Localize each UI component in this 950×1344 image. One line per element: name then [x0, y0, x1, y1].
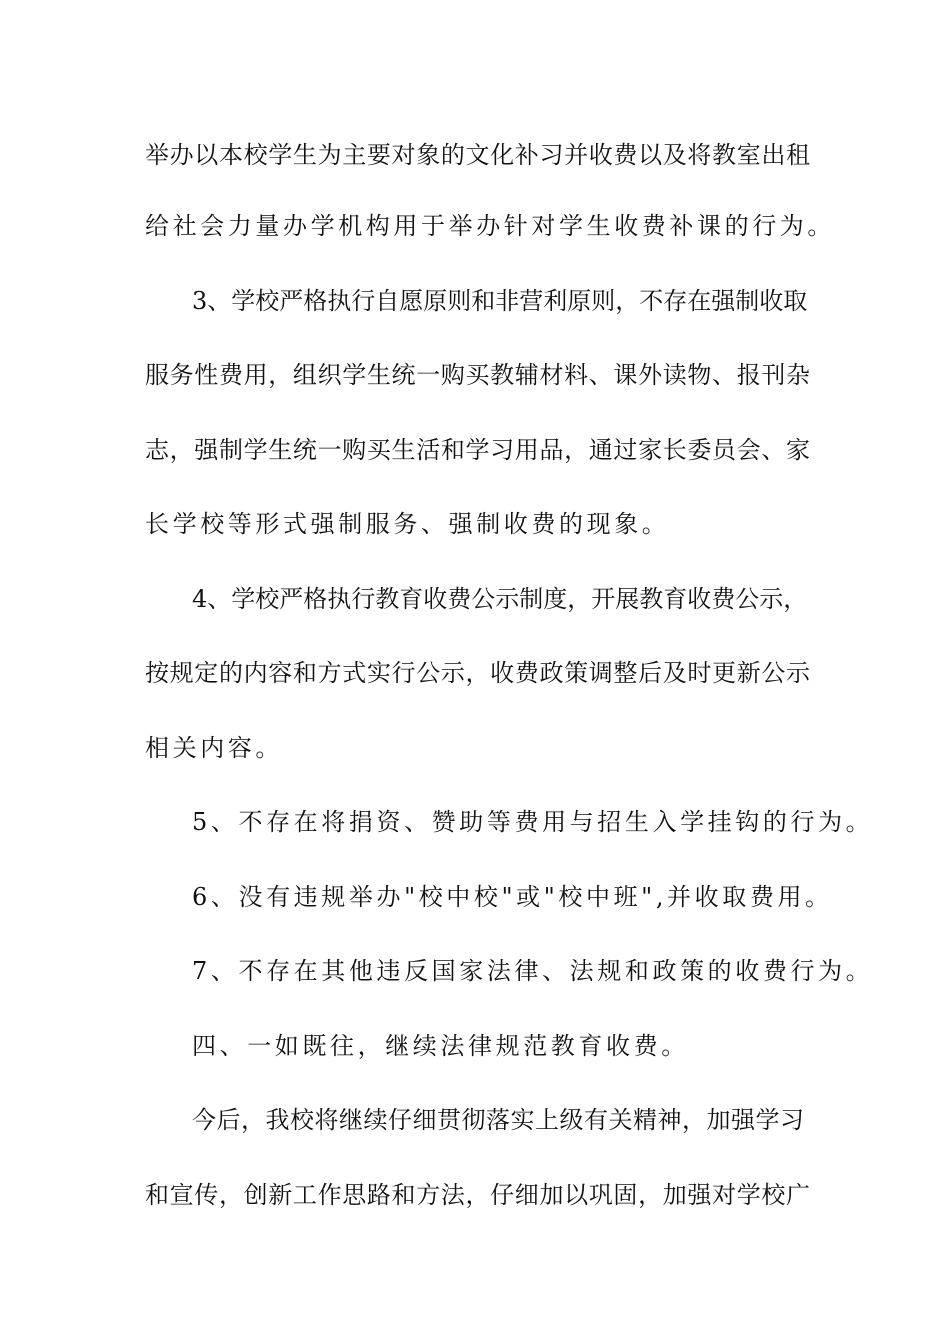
- text-line: 3、学校严格执行自愿原则和非营利原则，不存在强制收取: [192, 287, 808, 315]
- section-heading: 四、一如既往，继续法律规范教育收费。: [192, 1032, 689, 1060]
- text-line: 相关内容。: [145, 734, 283, 762]
- text-line: 举办以本校学生为主要对象的文化补习并收费以及将教室出租: [145, 141, 810, 169]
- text-line: 服务性费用，组织学生统一购买教辅材料、课外读物、报刊杂: [145, 361, 810, 389]
- text-line: 按规定的内容和方式实行公示，收费政策调整后及时更新公示: [145, 659, 810, 687]
- text-line: 6、没有违规举办"校中校"或"校中班",并收取费用。: [192, 883, 833, 911]
- text-line: 7、不存在其他违反国家法律、法规和政策的收费行为。: [192, 957, 874, 985]
- text-line: 给社会力量办学机构用于举办针对学生收费补课的行为。: [145, 212, 835, 240]
- text-line: 今后，我校将继续仔细贯彻落实上级有关精神，加强学习: [192, 1106, 804, 1134]
- text-line: 长学校等形式强制服务、强制收费的现象。: [145, 510, 670, 538]
- text-line: 5、不存在将捐资、赞助等费用与招生入学挂钩的行为。: [192, 808, 874, 836]
- text-line: 志，强制学生统一购买生活和学习用品，通过家长委员会、家: [145, 436, 810, 464]
- text-line: 和宣传，创新工作思路和方法，仔细加以巩固，加强对学校广: [145, 1181, 810, 1209]
- text-line: 4、学校严格执行教育收费公示制度，开展教育收费公示，: [192, 585, 808, 613]
